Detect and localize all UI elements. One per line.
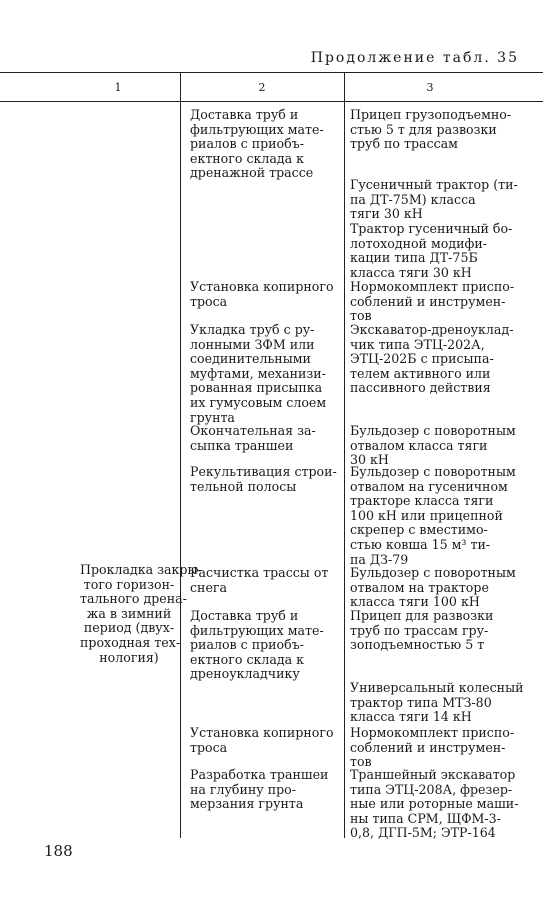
operation-cell: Рекультивация строи- тельной полосы [190,464,337,494]
machines-cell: Универсальный колесный трактор типа МТЗ-80 класса тяги 14 кН [350,680,524,725]
column-divider-2 [344,72,345,838]
operation-cell: Доставка труб и фильтрующих мате- риалов с приобъ- ектного склада к дреноукладчику [190,608,324,682]
machines-cell: Экскаватор-дреноуклад- чик типа ЭТЦ-202А, ЭТЦ-202Б с присыпа- телем активного или пассивного действия [350,322,514,396]
machines-cell: Прицеп грузоподъемно- стью 5 т для развозки труб по трассам [350,107,512,152]
table-caption: Продолжение табл. 35 [310,50,519,66]
operation-cell: Расчистка трассы от снега [190,565,329,595]
operation-cell: Разработка траншеи на глубину про- мерзания грунта [190,767,329,812]
column-header-2: 2 [258,81,266,94]
machines-cell: Нормокомплект приспо- соблений и инструмен- тов [350,725,515,770]
machines-cell: Трактор гусеничный бо- лотоходной модифи- кации типа ДТ-75Б класса тяги 30 кН [350,221,513,280]
column-divider-1 [180,72,181,838]
header-bottom-rule [0,101,543,102]
work-type-label: Прокладка закры- того горизон- тального дрена- жа в зимний период (двух- проходная тех- нология) [80,562,202,665]
column-header-3: 3 [426,81,434,94]
machines-cell: Прицеп для развозки труб по трассам гру- зоподъемностью 5 т [350,608,494,653]
operation-cell: Доставка труб и фильтрующих мате- риалов с приобъ- ектного склада к дренажной трассе [190,107,324,181]
machines-cell: Нормокомплект приспо- соблений и инструмен- тов [350,279,515,324]
table-top-rule [0,72,543,73]
operation-cell: Укладка труб с ру- лонными ЗФМ или соединительными муфтами, механизи- рованная присыпка их гумусовым слоем грунта [190,322,327,425]
operation-cell: Установка копирного троса [190,279,334,309]
machines-cell: Траншейный экскаватор типа ЭТЦ-208А, фрезер- ные или роторные маши- ны типа СРМ, ЩФМ-3- 0,8, ДГП-5М; ЭТР-164 [350,767,519,841]
machines-cell: Бульдозер с поворотным отвалом класса тяги 30 кН [350,423,516,468]
page-number: 188 [44,842,73,860]
operation-cell: Установка копирного троса [190,725,334,755]
machines-cell: Гусеничный трактор (ти- па ДТ-75М) класса тяги 30 кН [350,177,518,222]
machines-cell: Бульдозер с поворотным отвалом на гусеничном тракторе класса тяги 100 кН или прицепной скрепер с вместимо- стью ковша 15 м³ ти- па ДЗ-79 [350,464,516,567]
operation-cell: Окончательная за- сыпка траншеи [190,423,316,453]
machines-cell: Бульдозер с поворотным отвалом на тракторе класса тяги 100 кН [350,565,516,610]
column-header-1: 1 [114,81,122,94]
